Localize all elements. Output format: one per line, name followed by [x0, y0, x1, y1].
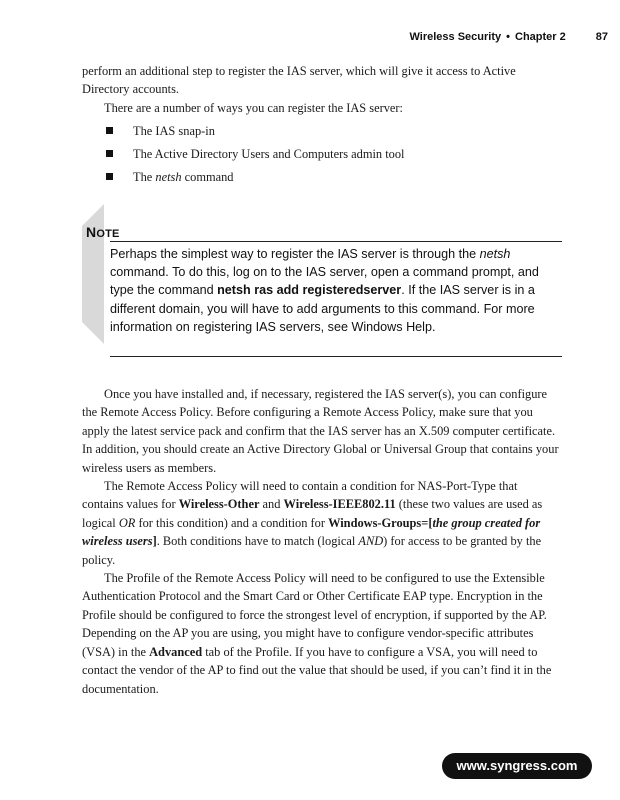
square-bullet-icon	[106, 173, 113, 180]
list-item-command: netsh	[155, 170, 182, 184]
running-header	[410, 31, 608, 43]
list-item-text: The Active Directory Users and Computers admin tool	[133, 147, 405, 161]
p2-value-wireless-ieee: Wireless-IEEE802.11	[283, 497, 396, 512]
p2-group-placeholder: the group created for wireless users	[82, 515, 541, 549]
list-item-text-post: command	[181, 170, 234, 184]
note-text-3: . If the IAS server is in a different domain, you will have to add arguments to this command. For more information on registering IAS servers, see Windows Help.	[110, 283, 535, 334]
p2-windows-groups: Windows-Groups=[	[328, 515, 433, 530]
note-command-netsh: netsh	[479, 247, 511, 261]
note-command-registeredserver: netsh ras add registeredserver	[217, 283, 402, 298]
p2-bracket-close: ]	[152, 534, 157, 549]
list-item-text: The IAS snap-in	[133, 124, 215, 138]
list-item	[106, 122, 546, 145]
square-bullet-icon	[106, 150, 113, 157]
note-top-rule	[110, 241, 562, 242]
list-item	[106, 145, 546, 168]
p2-text-k: . Both conditions have to match (logical	[156, 534, 359, 549]
intro-text	[82, 62, 560, 117]
body-paragraph-1: Once you have installed and, if necessary, registered the IAS server(s), you can configure the Remote Access Policy. Before configuring a Remote Access Policy, make sure that you apply the latest service pack and confirm that the IAS server has an X.509 computer certificate. In addition, you should create an Active Directory Global or Universal Group that contains your wireless users as members.	[82, 387, 559, 475]
p2-text-g: for this condition) and a condition for	[135, 515, 329, 530]
intro-paragraph-2: There are a number of ways you can register the IAS server:	[104, 100, 403, 115]
p2-text-m: ) for access to be granted by the policy.	[82, 534, 542, 567]
p2-text-e: (these two values are used as logical	[82, 497, 543, 530]
square-bullet-icon	[106, 127, 113, 134]
body-paragraph-3	[82, 569, 560, 698]
body-paragraph-2	[82, 477, 560, 569]
chapter-label: Chapter 2	[515, 31, 566, 43]
note-body	[110, 245, 562, 336]
list-item-text-pre: The	[133, 170, 156, 184]
intro-paragraph-1: perform an additional step to register the IAS server, which will give it access to Active Directory accounts.	[82, 64, 516, 97]
p3-text-a: The Profile of the Remote Access Policy will need to be configured to use the Extensible Authentication Protocol and the Smart Card or Other Certificate EAP type. Encryption in the Profile should be configured to force the strongest level of encryption, if supported by the AP. Depending on the AP you are using, you might have to configure vendor-specific attributes (VSA) in the	[82, 571, 547, 659]
note-title	[86, 224, 120, 240]
note-text-2: command. To do this, log on to the IAS server, open a command prompt, and type the command	[110, 265, 539, 298]
p2-value-wireless-other: Wireless-Other	[178, 497, 260, 512]
website-footer-badge: www.syngress.com	[442, 753, 592, 779]
p3-advanced-tab: Advanced	[149, 644, 203, 659]
note-title-rest: OTE	[96, 228, 120, 240]
p3-text-c: tab of the Profile. If you have to configure a VSA, you will need to contact the vendor of the AP to find out the value that should be used, if you can’t find it in the documentation.	[82, 644, 552, 696]
note-bottom-rule	[110, 356, 562, 357]
registration-methods-list	[106, 122, 546, 191]
page-number: 87	[595, 31, 608, 43]
p2-text-c: and	[259, 497, 284, 512]
note-text-1: Perhaps the simplest way to register the IAS server is through the	[110, 247, 480, 261]
main-text	[82, 385, 560, 698]
note-title-initial: N	[86, 224, 97, 240]
p2-text-a: The Remote Access Policy will need to contain a condition for NAS-Port-Type that contains values for	[82, 479, 518, 512]
running-title: Wireless Security	[409, 31, 502, 43]
p2-logical-and: AND	[358, 534, 384, 549]
header-separator: •	[506, 31, 510, 43]
p2-logical-or: OR	[118, 515, 136, 530]
list-item	[106, 168, 546, 191]
